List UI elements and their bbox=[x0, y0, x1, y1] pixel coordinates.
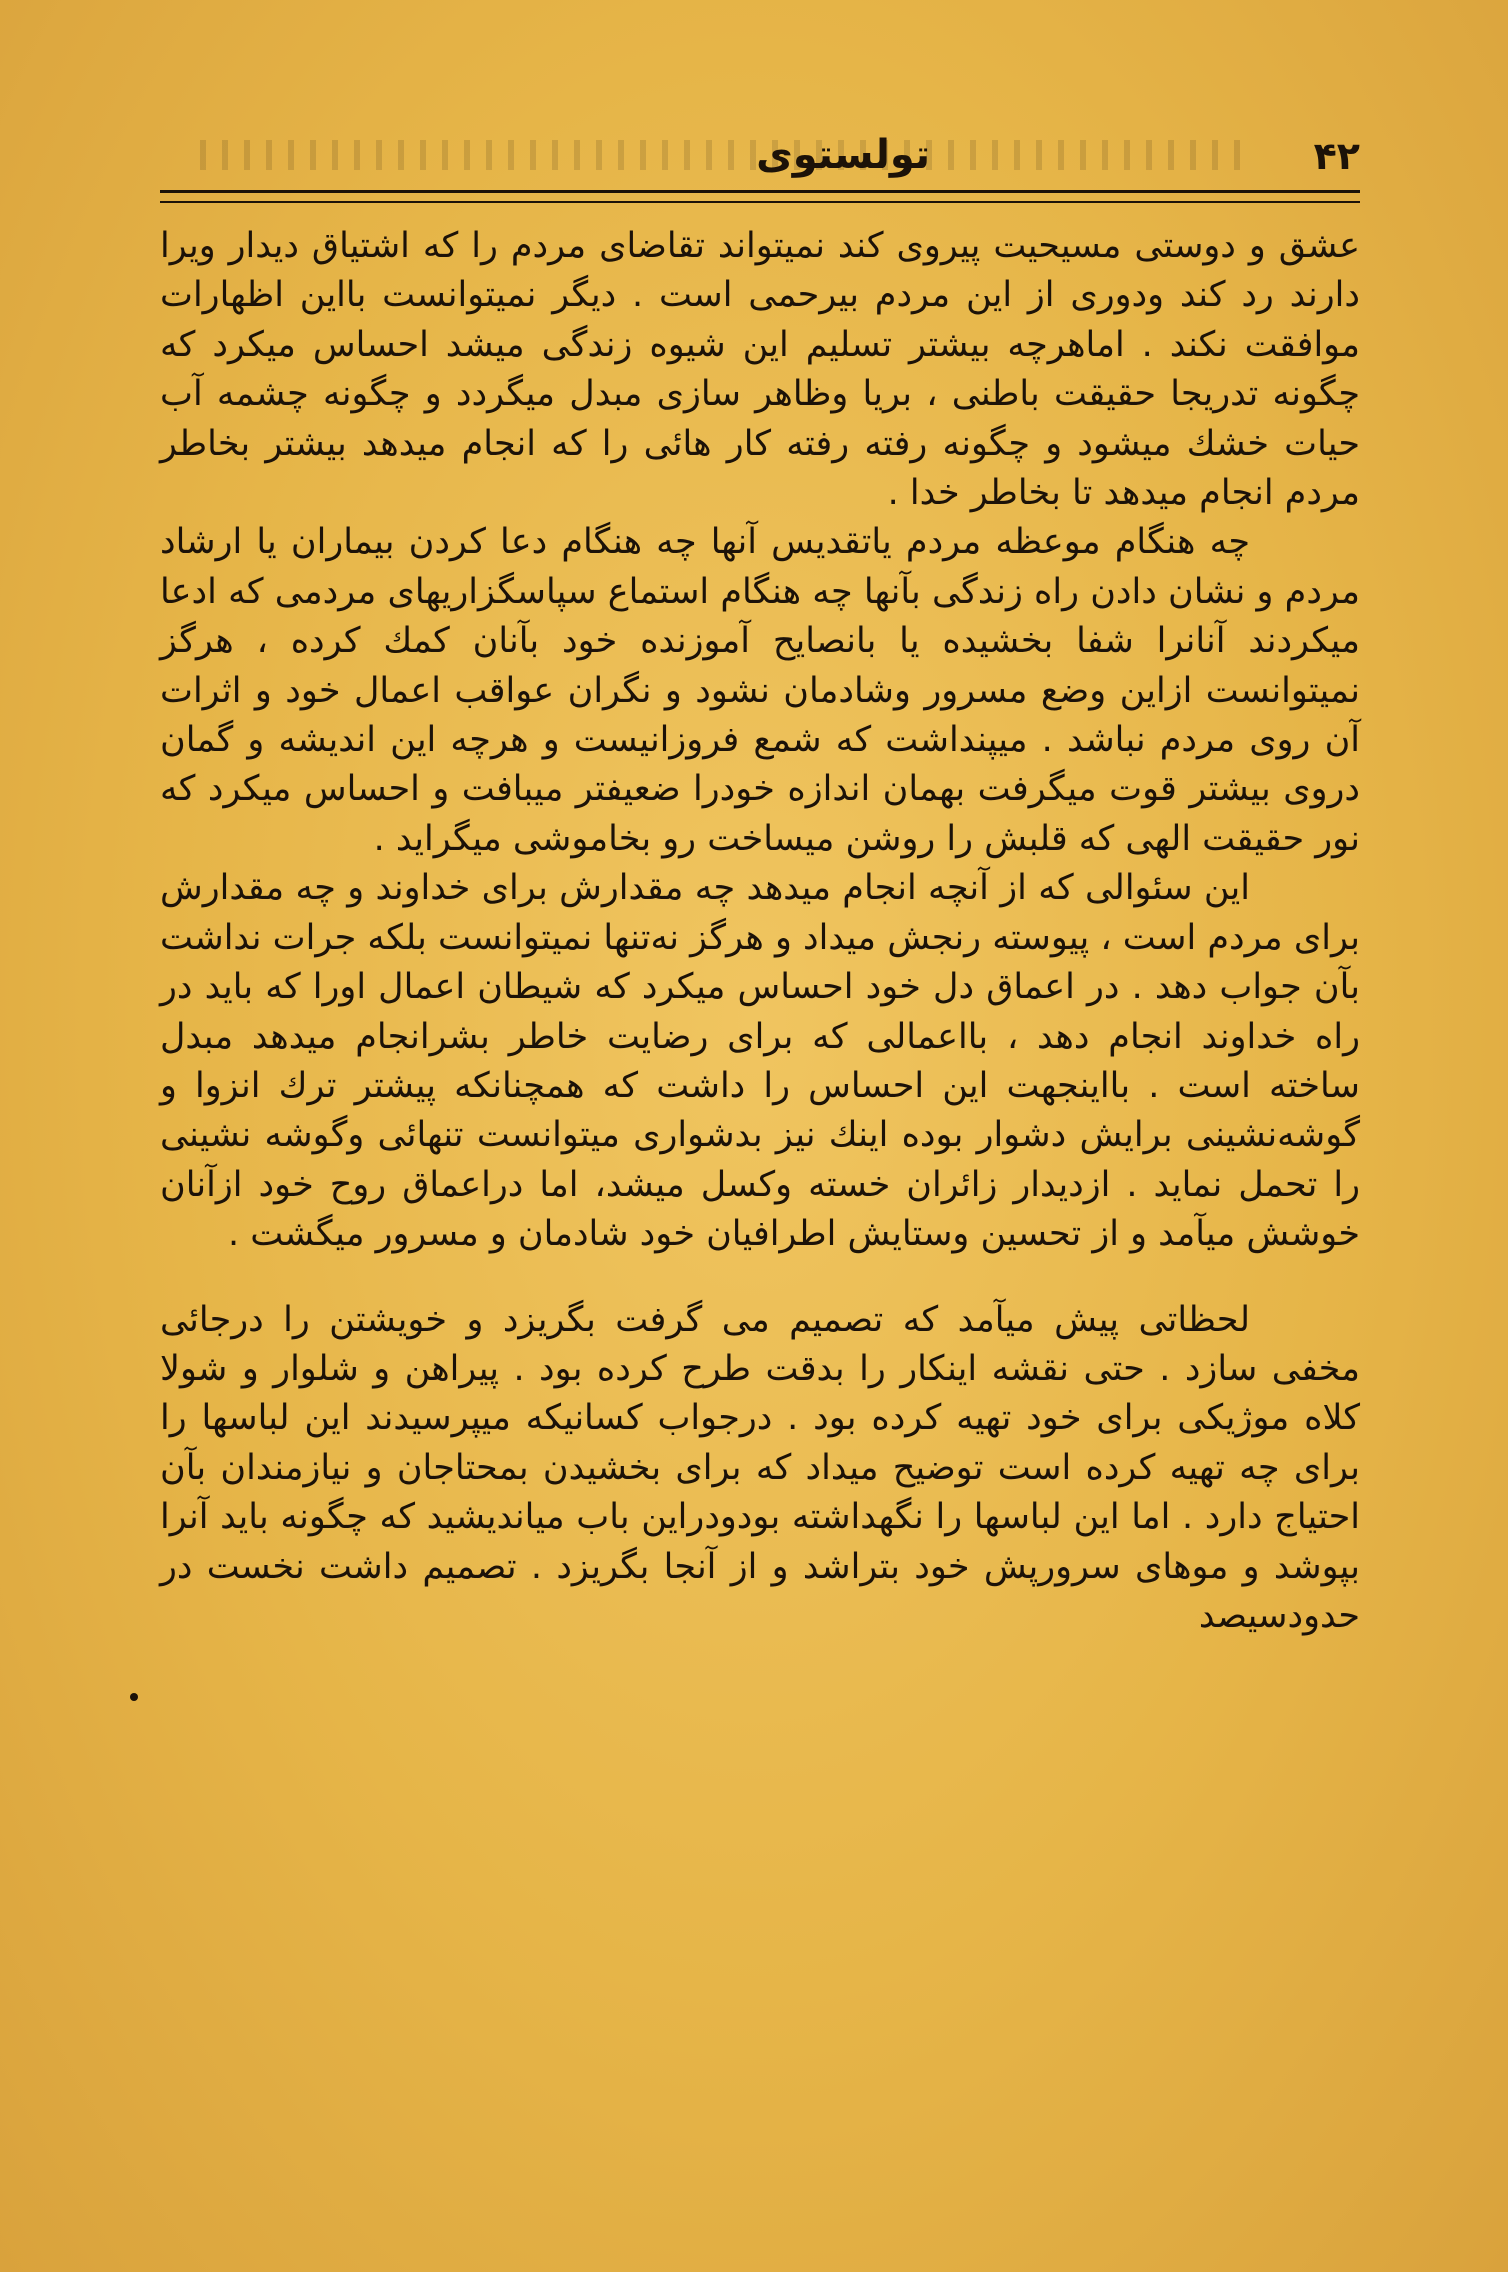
page-number: ۴۲ bbox=[1313, 134, 1360, 178]
paragraph-3: این سئوالی که از آنچه انجام میدهد چه مقدارش برای خداوند و چه مقدارش برای مردم است ، پیوسته رنجش میداد و هرگز نه‌تنها نمیتوانست بلکه جرات نداشت بآن جواب دهد . در اعماق دل خود احساس میکرد که شیطان اعمال اورا که باید در راه خداوند انجام دهد ، بااعمالی که برای رضایت خاطر بشرانجام میدهد مبدل ساخته است . بااینجهت این احساس را داشت که همچنانکه پیشتر ترك انزوا و گوشه‌نشینی برایش دشوار بوده اینك نیز بدشواری میتوانست تنهائی وگوشه نشینی را تحمل نماید . ازدیدار زائران خسته وکسل میشد، اما دراعماق روح خود ازآنان خوشش میآمد و از تحسین وستایش اطرافیان خود شادمان و مسرور میگشت . bbox=[160, 868, 1360, 1255]
page-header bbox=[160, 118, 1360, 188]
bleed-through-ghost-text bbox=[200, 140, 1240, 170]
header-rule bbox=[160, 190, 1360, 203]
running-title: تولستوی bbox=[756, 132, 930, 178]
paragraph-1: عشق و دوستی مسیحیت پیروی کند نمیتواند تقاضای مردم را که اشتیاق دیدار ویرا دارند رد کند ودوری از این مردم بیرحمی است . دیگر نمیتوانست بااین اظهارات موافقت نکند . اماهرچه بیشتر تسلیم این شیوه زندگی میشد احساس میکرد که چگونه تدریجا حقیقت باطنی ، بریا وظاهر سازی مبدل میگردد و چگونه چشمه آب حیات خشك میشود و چگونه رفته رفته کار هائی را که انجام میدهد بیشتر بخاطر مردم انجام میدهد تا بخاطر خدا . bbox=[160, 226, 1360, 514]
paragraph-2: چه هنگام موعظه مردم یاتقدیس آنها چه هنگام دعا کردن بیماران یا ارشاد مردم و نشان دادن راه زندگی بآنها چه هنگام استماع سپاسگزاریهای مردمی که ادعا میکردند آنانرا شفا بخشیده یا بانصایح آموزنده خود بآنان کمك کرده ، هرگز نمیتوانست ازاین وضع مسرور وشادمان نشود و نگران عواقب اعمال خود و اثرات آن روی مردم نباشد . میپنداشت که شمع فروزانیست و هرچه این اندیشه و گمان دروی بیشتر قوت میگرفت بهمان اندازه خودرا ضعیفتر میبافت و احساس میکرد که نور حقیقت الهی که قلبش را روشن میساخت رو بخاموشی میگراید . bbox=[160, 522, 1360, 859]
margin-dot bbox=[130, 1693, 138, 1701]
body-text bbox=[160, 222, 1360, 1641]
paragraph-4: لحظاتی پیش میآمد که تصمیم می گرفت بگریزد و خویشتن را درجائی مخفی سازد . حتی نقشه اینکار را بدقت طرح کرده بود . پیراهن و شلوار و شولا کلاه موژیکی برای خود تهیه کرده بود . درجواب کسانیکه میپرسیدند این لباسها را برای چه تهیه کرده است توضیح میداد که برای بخشیدن بمحتاجان و نیازمندان بآن احتیاج دارد . اما این لباسها را نگهداشته بودودراین باب میاندیشید که چگونه باید آنرا بپوشد و موهای سرورپش خود بتراشد و از آنجا بگریزد . تصمیم داشت نخست در حدودسیصد bbox=[160, 1299, 1360, 1636]
